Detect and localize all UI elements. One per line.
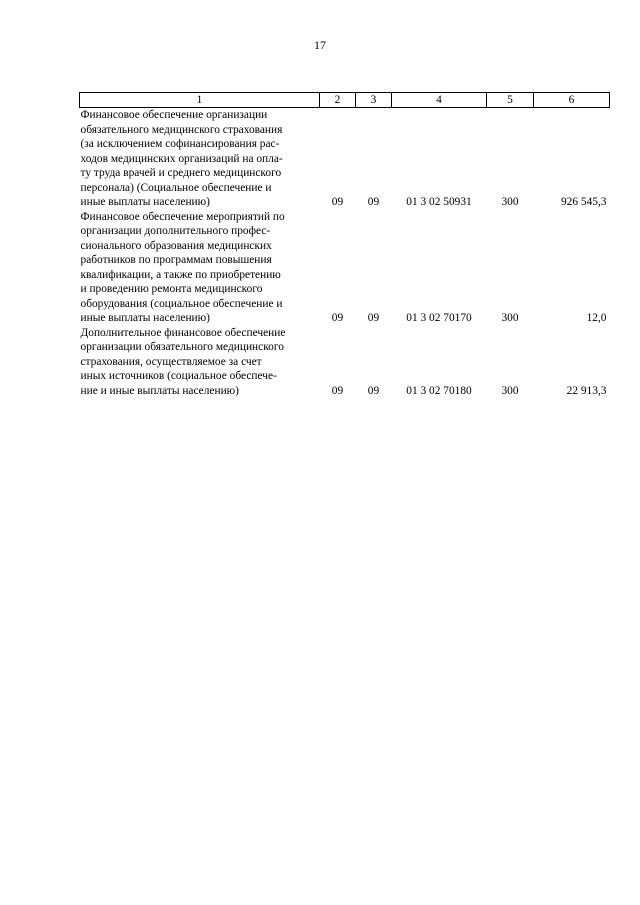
target-article-code: 01 3 02 70180 [406, 384, 472, 397]
table-header [80, 93, 610, 108]
header-col-1: 1 [80, 93, 320, 108]
description-line: персонала) (Социальное обеспечение и [80, 181, 272, 194]
subsection-code: 09 [367, 196, 380, 208]
budget-table [79, 92, 610, 398]
amount: 22 913,3 [566, 384, 607, 397]
budget-table-container [79, 92, 609, 398]
description-line: иные выплаты населению) [80, 312, 210, 324]
header-col-4: 4 [392, 93, 487, 108]
description-line: иные выплаты населению) [80, 196, 210, 208]
description-line: Финансовое обеспечение мероприятий по [80, 210, 285, 223]
description-line: сионального образования медицинских [80, 239, 272, 252]
row-description [80, 326, 320, 399]
section-code: 09 [331, 196, 344, 208]
amount: 926 545,3 [560, 196, 607, 208]
table-row [80, 108, 610, 210]
description-line: организации дополнительного профес- [80, 225, 271, 237]
row-description [80, 210, 320, 326]
description-line: ние и иные выплаты населению) [80, 384, 239, 397]
header-col-5: 5 [487, 93, 534, 108]
page-number: 17 [314, 38, 326, 52]
description-line: обязательного медицинского страхования [80, 123, 283, 136]
header-col-3: 3 [356, 93, 392, 108]
target-article-code: 01 3 02 50931 [406, 196, 472, 208]
description-line: иных источников (социальное обеспече- [80, 370, 277, 382]
description-line: ту труда врачей и среднего медицинского [80, 167, 282, 179]
description-line: страхования, осуществляемое за счет [80, 355, 262, 368]
subsection-code: 09 [367, 312, 380, 324]
expense-type-code: 300 [501, 384, 519, 397]
subsection-code: 09 [367, 384, 380, 397]
description-line: организации обязательного медицинского [80, 341, 284, 353]
description-line: ходов медицинских организаций на опла- [80, 152, 283, 165]
table-row [80, 210, 610, 326]
description-line: Финансовое обеспечение организации [80, 109, 268, 121]
description-line: (за исключением софинансирования рас- [80, 138, 280, 150]
row-description [80, 108, 320, 210]
description-line: Дополнительное финансовое обеспечение [80, 326, 286, 339]
amount: 12,0 [586, 312, 607, 324]
description-line: оборудования (социальное обеспечение и [80, 297, 283, 310]
header-col-2: 2 [320, 93, 356, 108]
target-article-code: 01 3 02 70170 [406, 312, 472, 324]
header-col-6: 6 [534, 93, 610, 108]
expense-type-code: 300 [501, 196, 519, 208]
section-code: 09 [331, 384, 344, 397]
header-row [80, 93, 610, 108]
table-row [80, 326, 610, 399]
description-line: работников по программам повышения [80, 254, 272, 266]
table-body [80, 108, 610, 399]
description-line: и проведению ремонта медицинского [80, 283, 263, 295]
expense-type-code: 300 [501, 312, 519, 324]
description-line: квалификации, а также по приобретению [80, 268, 281, 281]
section-code: 09 [331, 312, 344, 324]
